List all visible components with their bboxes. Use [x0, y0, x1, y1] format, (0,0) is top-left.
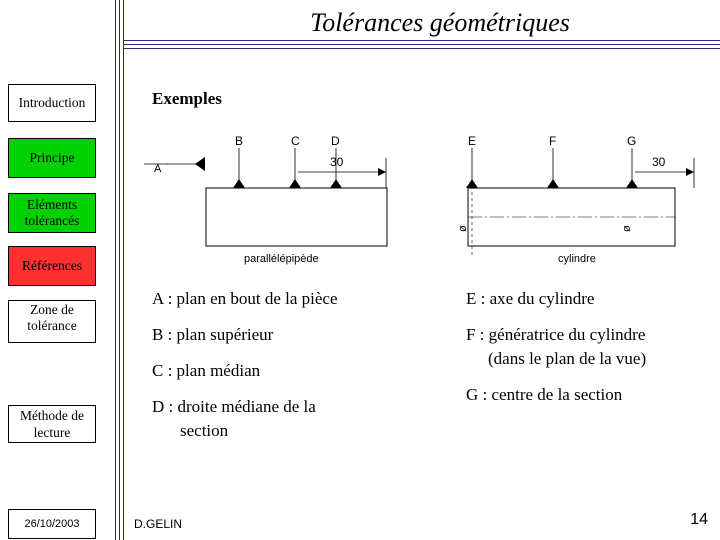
figure-parallelepipede — [140, 128, 400, 268]
nav-zone-label: Zone de tolérance — [27, 302, 77, 334]
page-title: Tolérances géométriques — [310, 8, 570, 37]
footer-date-text: 26/10/2003 — [24, 518, 80, 530]
nav-introduction-label: Introduction — [18, 94, 86, 110]
item-a: A : plan en bout de la pièce — [152, 289, 338, 308]
nav-zone-tolerance[interactable] — [8, 300, 96, 343]
fig-label-e: E — [468, 134, 477, 148]
footer-date — [8, 509, 96, 539]
nav-methode-label: Méthode de lecture — [19, 408, 85, 440]
item-b: B : plan supérieur — [152, 325, 274, 344]
fig-label-c: C — [291, 134, 300, 148]
nav-references-label: Références — [22, 257, 82, 273]
fig-label-f: F — [549, 134, 557, 148]
nav-methode-lecture[interactable] — [8, 405, 96, 443]
fig-diameter-left: ø — [457, 225, 469, 232]
item-d-line2: section — [180, 421, 229, 440]
figure-cylindre — [440, 128, 710, 268]
nav-introduction[interactable] — [8, 84, 96, 122]
item-g: G : centre de la section — [466, 385, 623, 404]
page-number: 14 — [690, 511, 708, 528]
nav-elements-label: Eléments tolérancés — [24, 196, 80, 228]
footer-author: D.GELIN — [134, 517, 183, 531]
fig-dim-left: 30 — [330, 155, 344, 169]
fig-label-d: D — [331, 134, 340, 148]
item-f-line2: (dans le plan de la vue) — [488, 349, 647, 368]
nav-references[interactable] — [8, 246, 96, 286]
fig-label-b: B — [235, 134, 244, 148]
fig-label-a: A — [154, 163, 162, 175]
fig-diameter-right: ø — [621, 225, 633, 232]
nav-elements-tolerances[interactable] — [8, 193, 96, 233]
section-heading: Exemples — [152, 89, 222, 108]
fig-label-g: G — [627, 134, 637, 148]
frame-line — [119, 0, 120, 540]
title-underline — [124, 48, 720, 49]
item-e: E : axe du cylindre — [466, 289, 595, 308]
fig-caption-right: cylindre — [558, 253, 596, 265]
item-c: C : plan médian — [152, 361, 261, 380]
item-d-line1: D : droite médiane de la — [152, 397, 316, 416]
fig-caption-left: parallélépipède — [244, 253, 319, 265]
nav-principe-label: Principe — [29, 149, 75, 165]
nav-principe[interactable] — [8, 138, 96, 178]
frame-line — [123, 0, 124, 540]
title-underline — [124, 44, 720, 45]
item-f-line1: F : génératrice du cylindre — [466, 325, 646, 344]
frame-line — [115, 0, 116, 540]
fig-dim-right: 30 — [652, 155, 666, 169]
title-underline — [124, 40, 720, 41]
